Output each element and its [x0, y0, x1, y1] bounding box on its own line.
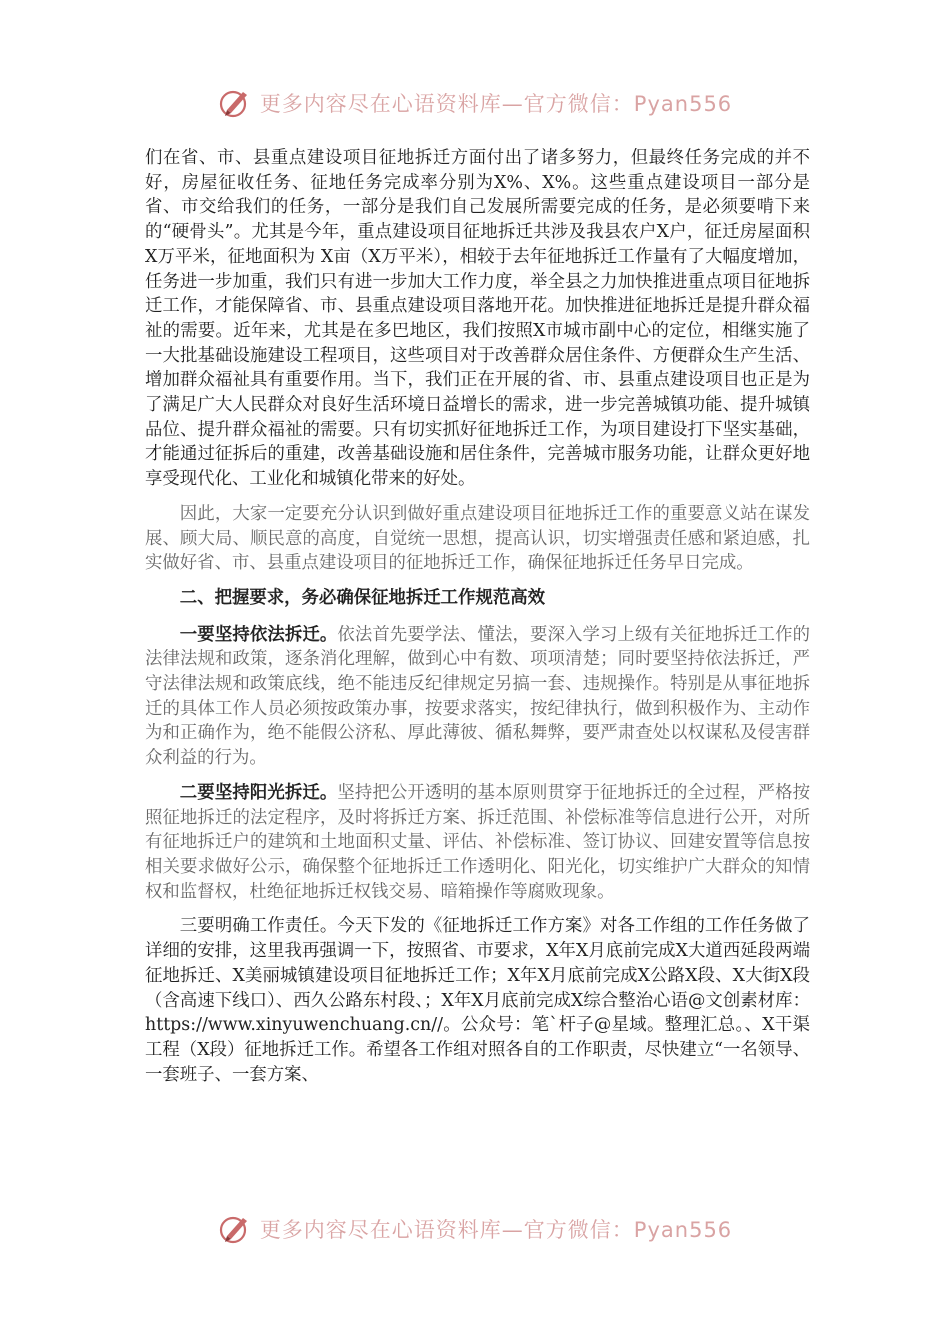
- watermark-header: [0, 86, 950, 120]
- document-body: [145, 146, 810, 1097]
- watermark-text: 更多内容尽在心语资料库—官方微信：Pyan556: [259, 92, 733, 116]
- paragraph-4-text: 坚持把公开透明的基本原则贯穿于征地拆迁的全过程，严格按照征地拆迁的法定程序，及时将拆迁方案、拆迁范围、补偿标准等信息进行公开，对所有征地拆迁户的建筑和土地面积丈量、评估、补偿标准、签订协议、回建安置等信息按相关要求做好公示，确保整个征地拆迁工作透明化、阳光化，切实维护广大群众的知情权和监督权，杜绝征地拆迁权钱交易、暗箱操作等腐败现象。: [145, 782, 810, 902]
- pen-logo-icon: [218, 1212, 252, 1246]
- paragraph-3: [145, 623, 810, 771]
- paragraph-3-text: 依法首先要学法、懂法，要深入学习上级有关征地拆迁工作的法律法规和政策，逐条消化理解，做到心中有数、项项清楚；同时要坚持依法拆迁，严守法律法规和政策底线，绝不能违反纪律规定另搞一套、违规操作。特别是从事征地拆迁的具体工作人员必须按政策办事，按要求落实，按纪律执行，做到积极作为、主动作为和正确作为，绝不能假公济私、厚此薄彼、循私舞弊，要严肃查处以权谋私及侵害群众利益的行为。: [145, 624, 810, 769]
- paragraph-3-lead: 一要坚持依法拆迁。: [179, 624, 338, 645]
- paragraph-4-lead: 二要坚持阳光拆迁。: [179, 782, 338, 803]
- paragraph-2: 因此，大家一定要充分认识到做好重点建设项目征地拆迁工作的重要意义站在谋发展、顾大局、顺民意的高度，自觉统一思想，提高认识，切实增强责任感和紧迫感，扎实做好省、市、县重点建设项目的征地拆迁工作，确保征地拆迁任务早日完成。: [145, 503, 810, 574]
- section-heading-2: 二、把握要求，务必确保征地拆迁工作规范高效: [179, 587, 546, 608]
- watermark-text: 更多内容尽在心语资料库—官方微信：Pyan556: [259, 1218, 733, 1242]
- pen-logo-icon: [218, 86, 252, 120]
- watermark-footer: [0, 1212, 950, 1246]
- paragraph-1: 们在省、市、县重点建设项目征地拆迁方面付出了诸多努力，但最终任务完成的并不好，房屋征收任务、征地任务完成率分别为X%、X%。这些重点建设项目一部分是省、市交给我们的任务，一部分是我们自己发展所需要完成的任务，是必须要啃下来的“硬骨头”。尤其是今年，重点建设项目征地拆迁共涉及我县农户X户，征迁房屋面积X万平米，征地面积为 X亩（X万平米），相较于去年征地拆迁工作量有了大幅度增加，任务进一步加重，我们只有进一步加大工作力度，举全县之力加快推进重点项目征地拆迁工作，才能保障省、市、县重点建设项目落地开花。加快推进征地拆迁是提升群众福祉的需要。近年来，尤其是在多巴地区，我们按照X市城市副中心的定位，相继实施了一大批基础设施建设工程项目，这些项目对于改善群众居住条件、方便群众生产生活、增加群众福祉具有重要作用。当下，我们正在开展的省、市、县重点建设项目也正是为了满足广大人民群众对良好生活环境日益增长的需求，进一步完善城镇功能、提升城镇品位、提升群众福祉的需要。只有切实抓好征地拆迁工作，为项目建设打下坚实基础，才能通过征拆后的重建，改善基础设施和居住条件，完善城市服务功能，让群众更好地享受现代化、工业化和城镇化带来的好处。: [145, 148, 810, 490]
- paragraph-5: 三要明确工作责任。今天下发的《征地拆迁工作方案》对各工作组的工作任务做了详细的安排，这里我再强调一下，按照省、市要求，X年X月底前完成X大道西延段两端征地拆迁、X美丽城镇建设项目征地拆迁工作；X年X月底前完成X公路X段、X大街X段（含高速下线口）、西久公路东村段、；X年X月底前完成X综合整治心语@文创素材库：https://www.xinyuwenchuang.cn//。公众号：笔`杆子@星域。整理汇总。、X干渠工程（X段）征地拆迁工作。希望各工作组对照各自的工作职责，尽快建立“一名领导、一套班子、一套方案、: [145, 916, 810, 1085]
- paragraph-4: [145, 781, 810, 905]
